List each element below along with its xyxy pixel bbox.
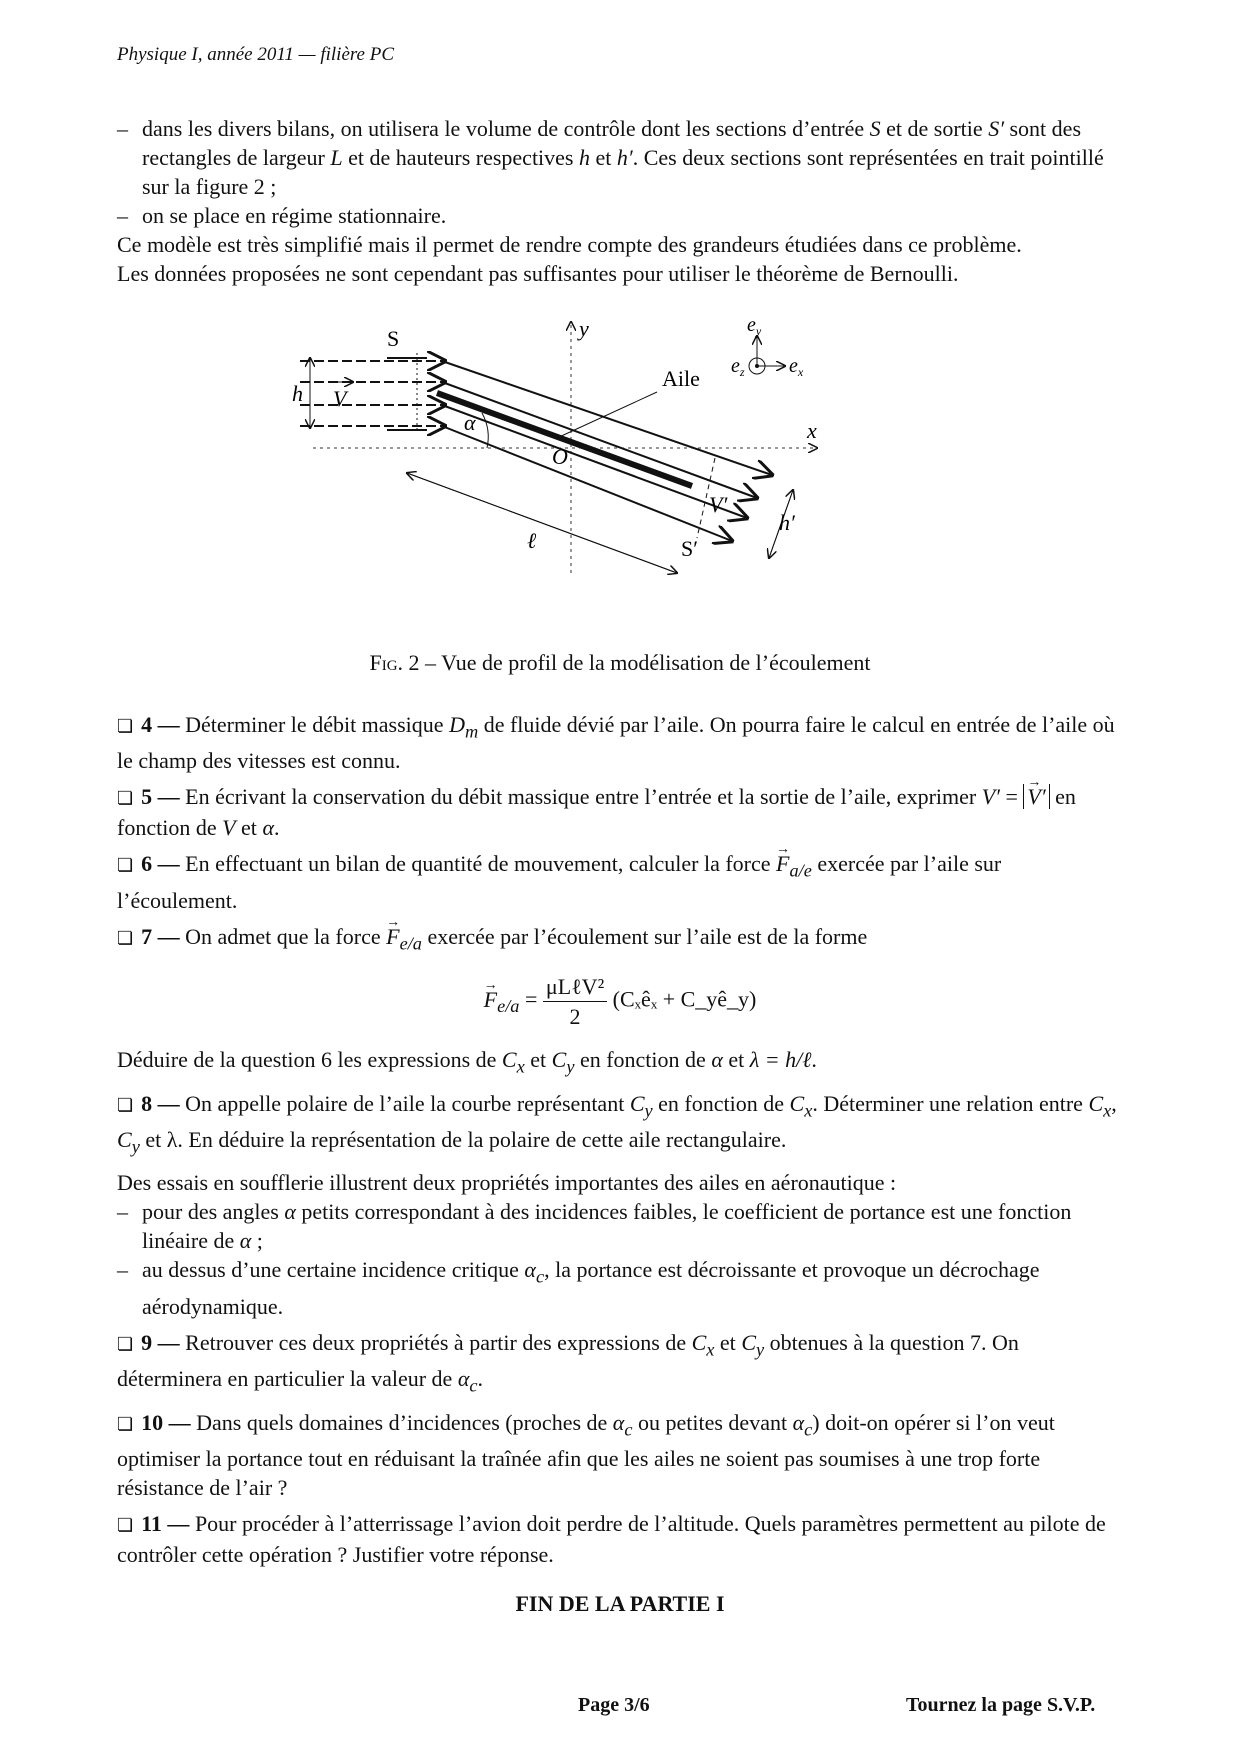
figure-caption: Fig. 2 – Vue de profil de la modélisation de l’écoulement bbox=[369, 650, 871, 675]
figure-2 bbox=[117, 298, 1123, 618]
property-2: – au dessus d’une certaine incidence critique $\alpha_c$, la portance est décroissante et provoque un décrochage aérodynamique. bbox=[117, 1255, 1123, 1320]
fig-label-h: h bbox=[292, 381, 303, 406]
question-7: ❏ 7 — On admet que la force → $F_{e/a}$ exercée par l’écoulement sur l’aile est de la forme bbox=[117, 922, 1123, 958]
property-1: – pour des angles α petits correspondant à des incidences faibles, le coefficient de portance est une fonction linéaire de α ; bbox=[117, 1197, 1123, 1255]
question-7-after: Déduire de la question 6 les expressions de $C_x$ et $C_y$ en fonction de α et λ = h/ℓ. bbox=[117, 1047, 817, 1077]
question-5: ❏ 5 — En écrivant la conservation du débit massique entre l’entrée et la sortie de l’aile, exprimer V′ = → V′ en fonction de V et α. bbox=[117, 782, 1123, 842]
fig-label-S: S bbox=[387, 326, 400, 351]
content bbox=[117, 114, 1123, 1618]
fig-label-alpha: α bbox=[464, 410, 476, 435]
axis-y-label: y bbox=[579, 316, 589, 341]
question-4: ❏ 4 — Déterminer le débit massique $D_m$ de fluide dévié par l’aile. On pourra faire le calcul en entrée de l’aile où le champ des vitesses est connu. bbox=[117, 712, 1115, 774]
fig-label-ey: $e_y$ bbox=[747, 314, 762, 338]
fig-label-V: V bbox=[333, 386, 347, 411]
question-8: ❏ 8 — On appelle polaire de l’aile la courbe représentant $C_y$ en fonction de $C_x$. Déterminer une relation entre $C_x$, $C_y$ et λ. En déduire la représentation de la polaire de cette aile rectangulaire. bbox=[117, 1090, 1117, 1157]
intro-line-3: Ce modèle est très simplifié mais il permet de rendre compte des grandeurs étudiées dans ce problème. bbox=[117, 232, 1022, 257]
question-11: ❏ 11 — Pour procéder à l’atterrissage l’avion doit perdre de l’altitude. Quels paramètres permettent au pilote de contrôler cette opération ? Justifier votre réponse. bbox=[117, 1510, 1106, 1567]
fig-label-ez: $e_z$ bbox=[731, 355, 745, 379]
fig-label-Sp: S′ bbox=[681, 536, 699, 561]
page-header: Physique I, année 2011 — filière PC bbox=[117, 44, 395, 65]
fig-label-Vp: V′ bbox=[709, 492, 728, 517]
end-of-part: FIN DE LA PARTIE I bbox=[515, 1590, 725, 1616]
essais-intro: Des essais en soufflerie illustrent deux propriétés importantes des ailes en aéronautique : bbox=[117, 1170, 897, 1196]
intro-item-1: – dans les divers bilans, on utilisera le volume de contrôle dont les sections d’entrée S et de sortie S′ sont des rectangles de largeur L et de hauteurs respectives h et h′. Ces deux sections sont représentées en trait pointillé sur la figure 2 ; bbox=[117, 114, 1123, 201]
fig-label-ex: $e_x$ bbox=[789, 355, 804, 379]
intro-line-4: Les données proposées ne sont cependant pas suffisantes pour utiliser le théorème de Bernoulli. bbox=[117, 261, 959, 286]
question-10: ❏ 10 — Dans quels domaines d’incidences (proches de $\alpha_c$ ou petites devant $\alpha_c$) doit-on opérer si l’on veut optimiser la portance tout en réduisant la traînée afin que les ailes ne soient pas soumises à une trop forte résistance de l’air ? bbox=[117, 1409, 1055, 1500]
intro-item-2: – on se place en régime stationnaire. bbox=[117, 201, 1123, 230]
fig-label-hp: h′ bbox=[779, 510, 795, 535]
fig-label-O: O bbox=[552, 444, 568, 469]
question-6: ❏ 6 — En effectuant un bilan de quantité de mouvement, calculer la force → $F_{a/e}$ exercée par l’aile sur l’écoulement. bbox=[117, 849, 1123, 914]
turn-page-note: Tournez la page S.V.P. bbox=[906, 1694, 1096, 1716]
fig-label-aile: Aile bbox=[662, 366, 700, 391]
page-number: Page 3/6 bbox=[578, 1694, 650, 1716]
equation-force: → $F_{e/a}$ = $\frac{\text{μLℓV²}}{2}$ (Cₓêₓ + C_yê_y) bbox=[117, 972, 1123, 1031]
question-9: ❏ 9 — Retrouver ces deux propriétés à partir des expressions de $C_x$ et $C_y$ obtenues à la question 7. On déterminera en particulier la valeur de $\alpha_c$. bbox=[117, 1329, 1019, 1396]
fig-label-l: ℓ bbox=[527, 528, 537, 553]
axis-x-label: x bbox=[807, 418, 817, 443]
